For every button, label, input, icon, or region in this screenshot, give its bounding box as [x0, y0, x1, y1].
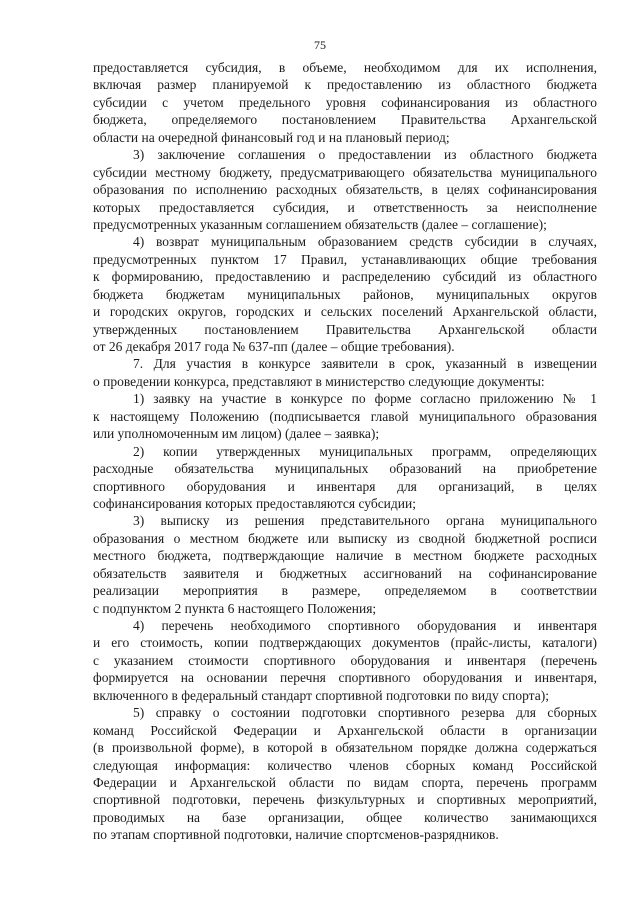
text-line: софинансирования которых предоставляются субсидии;	[93, 495, 416, 511]
text-line: 2) копии утвержденных муниципальных программ, определяющих	[133, 443, 597, 459]
text-line: обязательств заявителя и бюджетных ассигнований на софинансирование	[93, 565, 597, 581]
text-line: реализации мероприятия в размере, определяемом в соответствии	[93, 583, 597, 599]
text-line: 3) выписку из решения представительного органа муниципального	[133, 513, 597, 529]
text-line: команд Российской Федерации и Архангельской области в организации	[93, 722, 597, 738]
text-line: которых предоставляется субсидия, и ответственность за неисполнение	[93, 199, 597, 215]
text-line: 1) заявку на участие в конкурсе по форме согласно приложению № 1	[133, 391, 597, 407]
text-line: 3) заключение соглашения о предоставлении из областного бюджета	[133, 147, 597, 163]
text-line: субсидии местному бюджету, предусматривающего обязательства муниципального	[93, 164, 597, 180]
text-line: к формированию, предоставлению и распределению субсидий из областного	[93, 269, 597, 285]
text-line: 5) справку о состоянии подготовки спортивного резерва для сборных	[133, 705, 597, 721]
text-line: формируется на основании перечня спортивного оборудования и инвентаря,	[93, 670, 597, 686]
text-line: проводимых на базе организации, общее количество занимающихся	[93, 809, 597, 825]
page-number: 75	[314, 38, 326, 52]
text-line: и городских округов, городских и сельских поселений Архангельской области,	[93, 304, 597, 320]
text-line: расходные обязательства муниципальных образований на приобретение	[93, 461, 597, 477]
text-line: области на очередной финансовый год и на плановый период;	[93, 129, 450, 145]
text-line: утвержденных постановлением Правительства Архангельской области	[93, 321, 597, 337]
text-line: бюджета бюджетам муниципальных районов, муниципальных округов	[93, 286, 597, 302]
text-line: 4) перечень необходимого спортивного оборудования и инвентаря	[133, 618, 597, 633]
text-line: предусмотренных указанным соглашением обязательств (далее – соглашение);	[93, 216, 547, 232]
text-line: включенного в федеральный стандарт спортивной подготовки по виду спорта);	[93, 687, 549, 703]
text-line: по этапам спортивной подготовки, наличие спортсменов-разрядников.	[93, 827, 499, 843]
text-line: с подпунктом 2 пункта 6 настоящего Положения;	[93, 600, 377, 616]
text-line: субсидии с учетом предельного уровня софинансирования из областного	[93, 94, 597, 110]
text-line: предусмотренных пунктом 17 Правил, устанавливающих общие требования	[93, 251, 597, 267]
text-line: спортивного оборудования и инвентаря для организаций, в целях	[93, 478, 597, 494]
text-line: 4) возврат муниципальным образованием средств субсидии в случаях,	[133, 234, 597, 250]
text-line: включая размер планируемой к предоставлению из областного бюджета	[93, 77, 597, 93]
text-line: бюджета, определяемого постановлением Правительства Архангельской	[93, 112, 597, 128]
text-line: следующая информация: количество членов сборных команд Российской	[93, 757, 597, 773]
text-line: о проведении конкурса, представляют в министерство следующие документы:	[93, 373, 545, 389]
text-line: образования по исполнению расходных обязательств, в целях софинансирования	[93, 182, 597, 198]
text-line: и его стоимость, копии подтверждающих документов (прайс-листы, каталоги)	[93, 635, 597, 651]
text-line: местного бюджета, подтверждающие наличие в местном бюджете расходных	[93, 548, 597, 564]
text-line: Федерации и Архангельской области по видам спорта, перечень программ	[93, 774, 597, 790]
text-line: спортивной подготовки, перечень физкультурных и спортивных мероприятий,	[93, 792, 597, 808]
text-line: образования о местном бюджете или выписку из сводной бюджетной росписи	[93, 530, 597, 546]
text-line: к настоящему Положению (подписывается главой муниципального образования	[93, 408, 597, 424]
text-line: предоставляется субсидия, в объеме, необходимом для их исполнения,	[93, 60, 597, 75]
text-line: или уполномоченным им лицом) (далее – заявка);	[93, 426, 380, 442]
document-body	[93, 59, 597, 844]
text-line: 7. Для участия в конкурсе заявители в срок, указанный в извещении	[133, 356, 597, 372]
text-line: от 26 декабря 2017 года № 637-пп (далее – общие требования).	[93, 339, 455, 354]
text-line: (в произвольной форме), в которой в обязательном порядке должна содержаться	[93, 740, 597, 756]
text-line: с указанием стоимости спортивного оборудования и инвентаря (перечень	[93, 652, 597, 668]
